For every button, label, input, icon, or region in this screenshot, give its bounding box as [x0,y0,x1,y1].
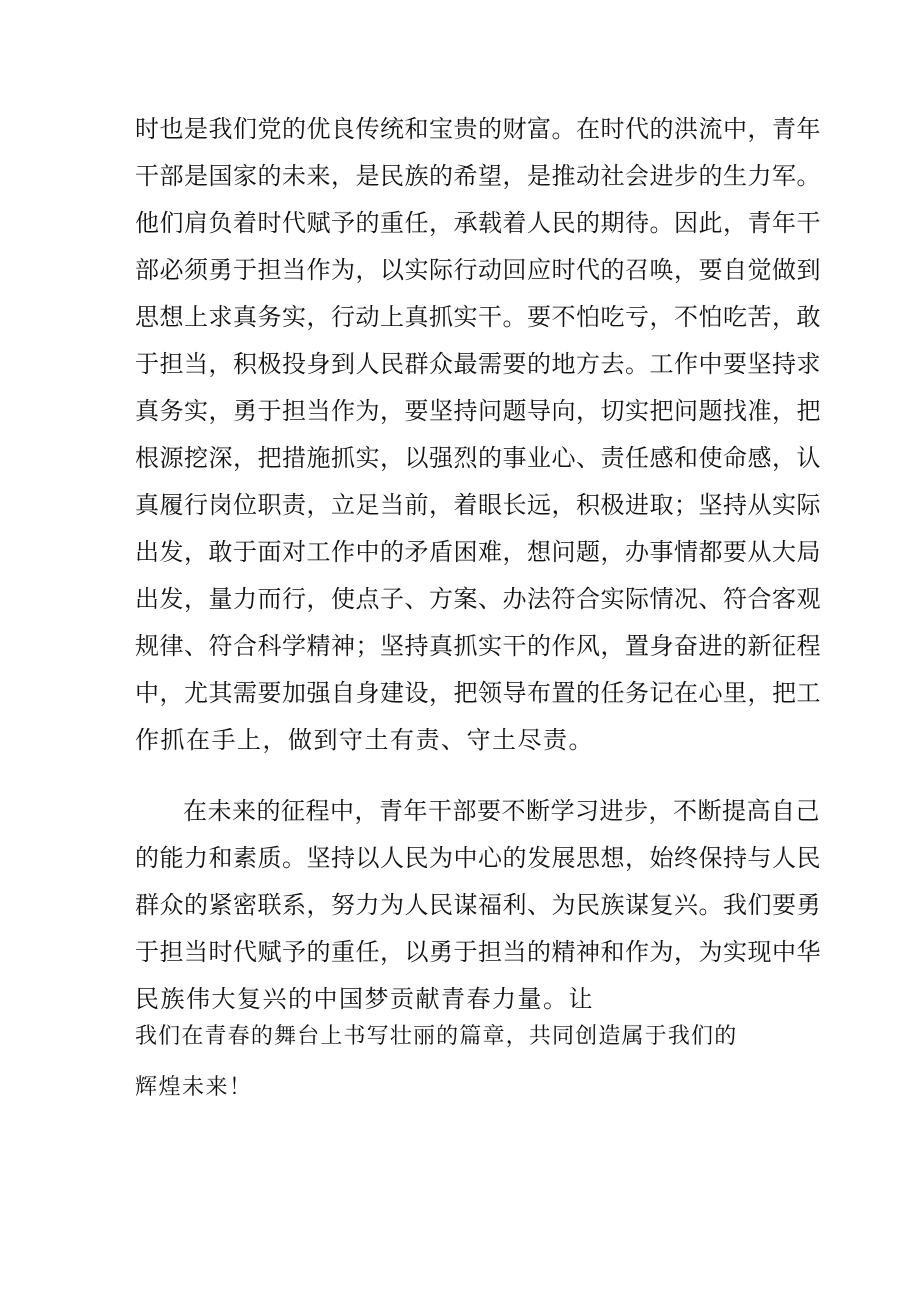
paragraph-1-line-11: 出发，量力而行，使点子、方案、办法符合实际情况、符合客观 [135,585,821,613]
paragraph-1-line-9: 真履行岗位职责，立足当前，着眼长远，积极进取；坚持从实际 [135,491,821,519]
paragraph-2-line-4: 于担当时代赋予的重任，以勇于担当的精神和作为，为实现中华 [135,938,821,966]
paragraph-1-line-8: 根源挖深，把措施抓实，以强烈的事业心、责任感和使命感，认 [135,444,821,472]
paragraph-1-line-14: 作抓在手上，做到守土有责、守土尽责。 [135,726,594,754]
paragraph-1-line-4: 部必须勇于担当作为，以实际行动回应时代的召唤，要自觉做到 [135,256,821,284]
paragraph-1-line-1: 时也是我们党的优良传统和宝贵的财富。在时代的洪流中，青年 [135,115,821,143]
paragraph-2-line-1: 在未来的征程中，青年干部要不断学习进步，不断提高自己 [183,797,820,825]
paragraph-1-line-5: 思想上求真务实，行动上真抓实干。要不怕吃亏，不怕吃苦，敢 [135,303,821,331]
paragraph-1-line-13: 中，尤其需要加强自身建设，把领导布置的任务记在心里，把工 [135,679,821,707]
paragraph-2-line-7: 辉煌未来！ [135,1075,253,1100]
paragraph-2-line-3: 群众的紧密联系，努力为人民谋福利、为民族谋复兴。我们要勇 [135,891,821,919]
paragraph-2-line-6: 我们在青春的舞台上书写壮丽的篇章，共同创造属于我们的 [135,1024,737,1049]
paragraph-1-line-10: 出发，敢于面对工作中的矛盾困难，想问题，办事情都要从大局 [135,538,821,566]
paragraph-1-line-12: 规律、符合科学精神；坚持真抓实干的作风，置身奋进的新征程 [135,632,821,660]
paragraph-2-line-5: 民族伟大复兴的中国梦贡献青春力量。让 [135,985,594,1013]
paragraph-1-line-7: 真务实，勇于担当作为，要坚持问题导向，切实把问题找准，把 [135,397,821,425]
paragraph-2-line-2: 的能力和素质。坚持以人民为中心的发展思想，始终保持与人民 [135,844,821,872]
paragraph-1-line-2: 干部是国家的未来，是民族的希望，是推动社会进步的生力军。 [135,162,821,190]
paragraph-1-line-3: 他们肩负着时代赋予的重任，承载着人民的期待。因此，青年干 [135,209,821,237]
paragraph-1-line-6: 于担当，积极投身到人民群众最需要的地方去。工作中要坚持求 [135,350,821,378]
